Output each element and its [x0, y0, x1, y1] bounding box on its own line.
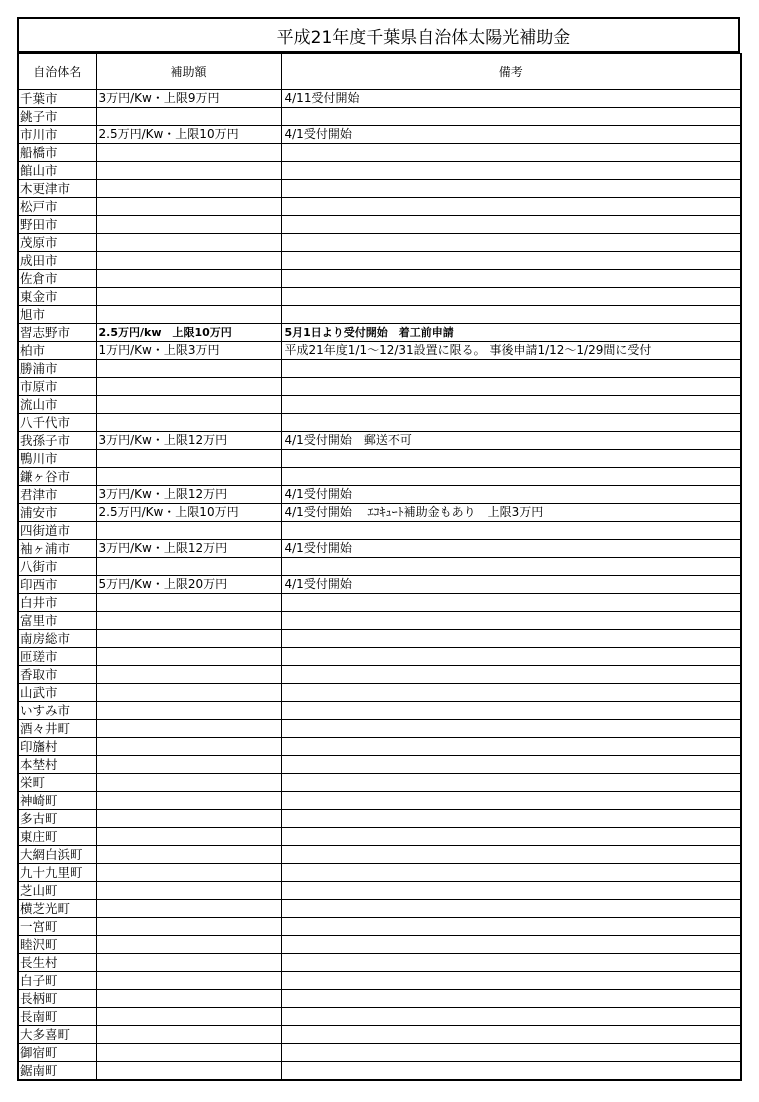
municipality-cell: 香取市: [18, 666, 96, 684]
municipality-cell: 我孫子市: [18, 432, 96, 450]
municipality-cell: 千葉市: [18, 90, 96, 108]
municipality-cell: 御宿町: [18, 1044, 96, 1062]
table-row: [18, 594, 741, 612]
table-row: [18, 648, 741, 666]
table-row: [18, 414, 741, 432]
amount-cell: [96, 918, 281, 936]
note-cell: [281, 972, 741, 990]
amount-cell: [96, 756, 281, 774]
municipality-cell: 芝山町: [18, 882, 96, 900]
amount-cell: [96, 648, 281, 666]
amount-cell: [96, 774, 281, 792]
municipality-cell: 印旛村: [18, 738, 96, 756]
amount-cell: [96, 558, 281, 576]
note-cell: [281, 738, 741, 756]
note-cell: 4/1受付開始 郵送不可: [281, 432, 741, 450]
table-body: [18, 90, 741, 1081]
note-cell: 4/11受付開始: [281, 90, 741, 108]
municipality-cell: 酒々井町: [18, 720, 96, 738]
amount-cell: [96, 864, 281, 882]
municipality-cell: 市川市: [18, 126, 96, 144]
municipality-cell: 鋸南町: [18, 1062, 96, 1081]
table-row: [18, 576, 741, 594]
note-cell: [281, 414, 741, 432]
amount-cell: [96, 882, 281, 900]
table-row: [18, 198, 741, 216]
municipality-cell: 長柄町: [18, 990, 96, 1008]
note-cell: [281, 1026, 741, 1044]
municipality-cell: 多古町: [18, 810, 96, 828]
amount-cell: 3万円/Kw・上限12万円: [96, 486, 281, 504]
header-note: 備考: [281, 54, 741, 90]
table-row: [18, 630, 741, 648]
amount-cell: [96, 234, 281, 252]
note-cell: [281, 252, 741, 270]
table-row: [18, 288, 741, 306]
table-row: [18, 864, 741, 882]
amount-cell: [96, 828, 281, 846]
amount-cell: [96, 702, 281, 720]
municipality-cell: 成田市: [18, 252, 96, 270]
subsidy-sheet: [17, 17, 740, 1081]
amount-cell: [96, 972, 281, 990]
municipality-cell: 鴨川市: [18, 450, 96, 468]
municipality-cell: 八千代市: [18, 414, 96, 432]
table-row: [18, 162, 741, 180]
note-cell: [281, 702, 741, 720]
municipality-cell: 大網白浜町: [18, 846, 96, 864]
note-cell: [281, 864, 741, 882]
note-cell: [281, 792, 741, 810]
table-row: [18, 684, 741, 702]
municipality-cell: 松戸市: [18, 198, 96, 216]
note-cell: 平成21年度1/1～12/31設置に限る。 事後申請1/12～1/29間に受付: [281, 342, 741, 360]
amount-cell: [96, 1026, 281, 1044]
municipality-cell: 銚子市: [18, 108, 96, 126]
sheet-title: 平成21年度千葉県自治体太陽光補助金: [17, 17, 740, 53]
note-cell: [281, 666, 741, 684]
municipality-cell: 習志野市: [18, 324, 96, 342]
table-row: [18, 144, 741, 162]
municipality-cell: 袖ヶ浦市: [18, 540, 96, 558]
municipality-cell: 睦沢町: [18, 936, 96, 954]
municipality-cell: 野田市: [18, 216, 96, 234]
amount-cell: [96, 594, 281, 612]
note-cell: [281, 774, 741, 792]
amount-cell: [96, 414, 281, 432]
municipality-cell: 本埜村: [18, 756, 96, 774]
note-cell: [281, 720, 741, 738]
table-row: [18, 216, 741, 234]
amount-cell: [96, 180, 281, 198]
table-row: [18, 954, 741, 972]
note-cell: [281, 108, 741, 126]
note-cell: [281, 1062, 741, 1081]
table-row: [18, 990, 741, 1008]
amount-cell: [96, 522, 281, 540]
amount-cell: [96, 1062, 281, 1081]
amount-cell: [96, 990, 281, 1008]
note-cell: [281, 918, 741, 936]
municipality-cell: 白井市: [18, 594, 96, 612]
municipality-cell: 八街市: [18, 558, 96, 576]
table-row: [18, 738, 741, 756]
table-row: [18, 774, 741, 792]
table-row: [18, 360, 741, 378]
municipality-cell: 佐倉市: [18, 270, 96, 288]
amount-cell: [96, 252, 281, 270]
amount-cell: [96, 900, 281, 918]
table-row: [18, 522, 741, 540]
note-cell: 4/1受付開始: [281, 126, 741, 144]
amount-cell: [96, 720, 281, 738]
municipality-cell: 長南町: [18, 1008, 96, 1026]
table-row: [18, 792, 741, 810]
municipality-cell: 市原市: [18, 378, 96, 396]
municipality-cell: 横芝光町: [18, 900, 96, 918]
table-row: [18, 1044, 741, 1062]
note-cell: [281, 234, 741, 252]
municipality-cell: 大多喜町: [18, 1026, 96, 1044]
amount-cell: [96, 810, 281, 828]
municipality-cell: 印西市: [18, 576, 96, 594]
note-cell: [281, 612, 741, 630]
header-row: [18, 54, 741, 90]
amount-cell: 2.5万円/kw 上限10万円: [96, 324, 281, 342]
table-row: [18, 846, 741, 864]
table-row: [18, 504, 741, 522]
municipality-cell: 一宮町: [18, 918, 96, 936]
note-cell: [281, 558, 741, 576]
table-row: [18, 432, 741, 450]
note-cell: [281, 936, 741, 954]
amount-cell: [96, 666, 281, 684]
municipality-cell: 流山市: [18, 396, 96, 414]
amount-cell: 3万円/Kw・上限12万円: [96, 432, 281, 450]
table-row: [18, 540, 741, 558]
amount-cell: 3万円/Kw・上限9万円: [96, 90, 281, 108]
note-cell: [281, 648, 741, 666]
table-row: [18, 126, 741, 144]
table-row: [18, 810, 741, 828]
amount-cell: [96, 468, 281, 486]
amount-cell: 5万円/Kw・上限20万円: [96, 576, 281, 594]
table-row: [18, 396, 741, 414]
note-cell: [281, 450, 741, 468]
note-cell: [281, 180, 741, 198]
amount-cell: [96, 378, 281, 396]
note-cell: [281, 900, 741, 918]
municipality-cell: 浦安市: [18, 504, 96, 522]
table-row: [18, 828, 741, 846]
amount-cell: [96, 936, 281, 954]
municipality-cell: 山武市: [18, 684, 96, 702]
note-cell: 4/1受付開始: [281, 486, 741, 504]
amount-cell: [96, 108, 281, 126]
table-row: [18, 882, 741, 900]
table-row: [18, 342, 741, 360]
amount-cell: [96, 288, 281, 306]
amount-cell: [96, 162, 281, 180]
table-row: [18, 108, 741, 126]
municipality-cell: 木更津市: [18, 180, 96, 198]
table-row: [18, 252, 741, 270]
table-row: [18, 90, 741, 108]
amount-cell: [96, 396, 281, 414]
note-cell: [281, 846, 741, 864]
table-row: [18, 450, 741, 468]
amount-cell: [96, 612, 281, 630]
note-cell: [281, 306, 741, 324]
note-cell: [281, 468, 741, 486]
municipality-cell: 匝瑳市: [18, 648, 96, 666]
header-municipality: 自治体名: [18, 54, 96, 90]
table-row: [18, 486, 741, 504]
note-cell: 4/1受付開始: [281, 540, 741, 558]
municipality-cell: 東庄町: [18, 828, 96, 846]
note-cell: [281, 954, 741, 972]
table-row: [18, 936, 741, 954]
table-row: [18, 468, 741, 486]
header-amount: 補助額: [96, 54, 281, 90]
amount-cell: [96, 1008, 281, 1026]
table-row: [18, 324, 741, 342]
note-cell: [281, 216, 741, 234]
table-row: [18, 612, 741, 630]
amount-cell: [96, 684, 281, 702]
subsidy-table: [17, 53, 742, 1081]
municipality-cell: 柏市: [18, 342, 96, 360]
note-cell: [281, 810, 741, 828]
table-row: [18, 1062, 741, 1081]
amount-cell: [96, 270, 281, 288]
note-cell: [281, 684, 741, 702]
amount-cell: [96, 450, 281, 468]
municipality-cell: 館山市: [18, 162, 96, 180]
amount-cell: [96, 360, 281, 378]
note-cell: [281, 522, 741, 540]
municipality-cell: 南房総市: [18, 630, 96, 648]
table-row: [18, 918, 741, 936]
note-cell: [281, 162, 741, 180]
municipality-cell: 鎌ヶ谷市: [18, 468, 96, 486]
municipality-cell: 九十九里町: [18, 864, 96, 882]
municipality-cell: 神崎町: [18, 792, 96, 810]
note-cell: [281, 270, 741, 288]
note-cell: [281, 288, 741, 306]
municipality-cell: 船橋市: [18, 144, 96, 162]
amount-cell: 3万円/Kw・上限12万円: [96, 540, 281, 558]
note-cell: [281, 630, 741, 648]
note-cell: [281, 1008, 741, 1026]
note-cell: [281, 990, 741, 1008]
table-row: [18, 972, 741, 990]
table-row: [18, 558, 741, 576]
note-cell: 5月1日より受付開始 着工前申請: [281, 324, 741, 342]
note-cell: [281, 1044, 741, 1062]
note-cell: [281, 198, 741, 216]
note-cell: [281, 828, 741, 846]
municipality-cell: 勝浦市: [18, 360, 96, 378]
municipality-cell: 茂原市: [18, 234, 96, 252]
amount-cell: 1万円/Kw・上限3万円: [96, 342, 281, 360]
table-row: [18, 756, 741, 774]
note-cell: [281, 882, 741, 900]
table-row: [18, 180, 741, 198]
municipality-cell: 栄町: [18, 774, 96, 792]
amount-cell: [96, 216, 281, 234]
note-cell: [281, 396, 741, 414]
amount-cell: 2.5万円/Kw・上限10万円: [96, 126, 281, 144]
amount-cell: [96, 1044, 281, 1062]
table-row: [18, 378, 741, 396]
municipality-cell: 旭市: [18, 306, 96, 324]
amount-cell: [96, 198, 281, 216]
table-row: [18, 666, 741, 684]
municipality-cell: 君津市: [18, 486, 96, 504]
note-cell: [281, 360, 741, 378]
table-row: [18, 1008, 741, 1026]
amount-cell: [96, 954, 281, 972]
amount-cell: 2.5万円/Kw・上限10万円: [96, 504, 281, 522]
amount-cell: [96, 792, 281, 810]
municipality-cell: いすみ市: [18, 702, 96, 720]
note-cell: [281, 756, 741, 774]
table-row: [18, 900, 741, 918]
table-row: [18, 234, 741, 252]
table-row: [18, 702, 741, 720]
table-row: [18, 1026, 741, 1044]
municipality-cell: 東金市: [18, 288, 96, 306]
note-cell: [281, 378, 741, 396]
table-row: [18, 306, 741, 324]
amount-cell: [96, 738, 281, 756]
note-cell: 4/1受付開始: [281, 576, 741, 594]
amount-cell: [96, 630, 281, 648]
note-cell: [281, 594, 741, 612]
municipality-cell: 四街道市: [18, 522, 96, 540]
municipality-cell: 富里市: [18, 612, 96, 630]
note-cell: [281, 144, 741, 162]
municipality-cell: 長生村: [18, 954, 96, 972]
amount-cell: [96, 144, 281, 162]
note-cell: 4/1受付開始 ｴｺｷｭｰﾄ補助金もあり 上限3万円: [281, 504, 741, 522]
amount-cell: [96, 306, 281, 324]
municipality-cell: 白子町: [18, 972, 96, 990]
table-row: [18, 720, 741, 738]
table-row: [18, 270, 741, 288]
amount-cell: [96, 846, 281, 864]
